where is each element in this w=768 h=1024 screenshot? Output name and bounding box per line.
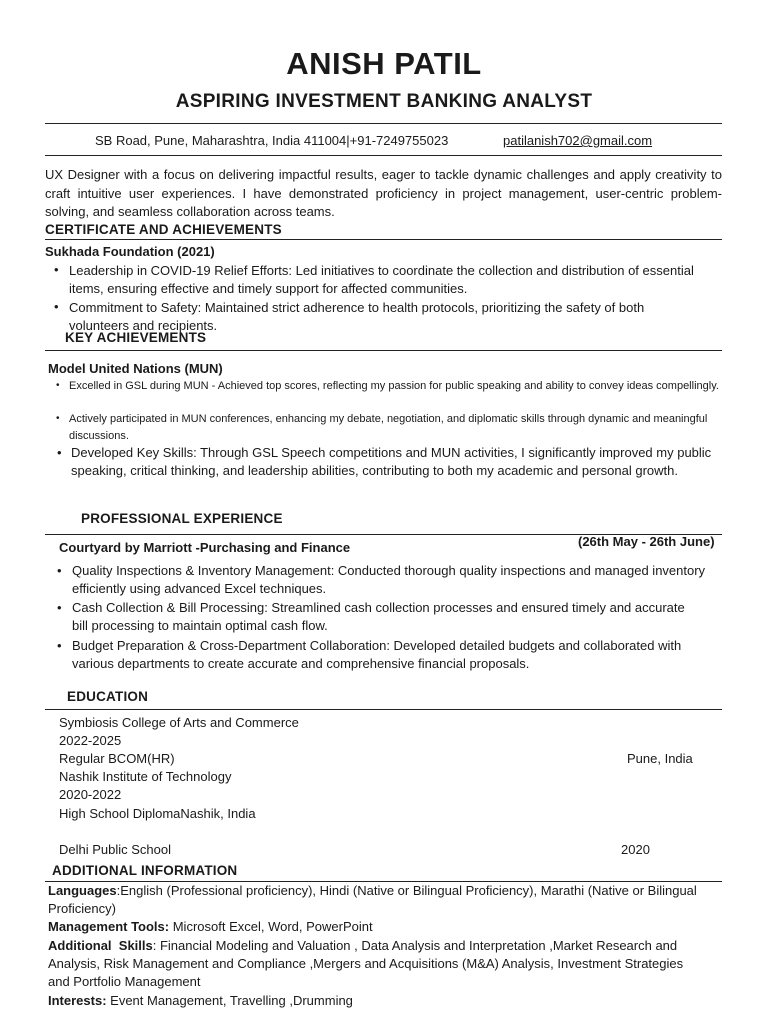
interests-value: Event Management, Travelling ,Drumming [106, 993, 353, 1008]
education-location: Pune, India [627, 751, 693, 766]
tools-line [48, 918, 708, 936]
education-line: 2022-2025 [59, 733, 122, 748]
list-item: Leadership in COVID-19 Relief Efforts: Led initiatives to coordinate the collection and distribution of essential items, ensuring effective and timely support for affected communities. [69, 263, 694, 296]
profile-summary: UX Designer with a focus on delivering impactful results, eager to tackle dynamic challenges and apply creativity to craft intuitive user experiences. I have demonstrated proficiency in project management, user-centric problem-solving, and seamless collaboration across teams. [45, 167, 722, 219]
experience-dates: (26th May - 26th June) [578, 534, 715, 549]
achievement-org: Model United Nations (MUN) [48, 361, 223, 376]
list-item: Quality Inspections & Inventory Management: Conducted thorough quality inspections and managed inventory efficiently using advanced Excel techniques. [72, 563, 706, 596]
list-item: Budget Preparation & Cross-Department Collaboration: Developed detailed budgets and collaborated with various departments to create accurate and comprehensive financial proposals. [72, 638, 682, 671]
bullet-icon: • [56, 380, 60, 391]
skills-value: : Financial Modeling and Valuation , Data Analysis and Interpretation ,Market Research and Analysis, Risk Management and Compliance ,Mergers and Acquisitions (M&A) Analysis, Investment Strategies and Portfolio Management [48, 938, 684, 989]
bullet-icon: • [54, 299, 59, 314]
candidate-name: ANISH PATIL [286, 46, 482, 81]
education-line: High School DiplomaNashik, India [59, 806, 256, 821]
education-line: Symbiosis College of Arts and Commerce [59, 715, 299, 730]
certificate-org: Sukhada Foundation (2021) [45, 244, 215, 259]
list-item: Developed Key Skills: Through GSL Speech competitions and MUN activities, I significantly improved my public speaking, critical thinking, and leadership abilities, contributing to both my academic and personal growth. [71, 445, 712, 478]
candidate-role: ASPIRING INVESTMENT BANKING ANALYST [175, 91, 593, 112]
languages-value: :English (Professional proficiency), Hindi (Native or Bilingual Proficiency), Marathi (Native or Bilingual Proficiency) [48, 883, 697, 916]
header-divider [45, 123, 722, 124]
bullet-icon: • [56, 413, 60, 424]
email-link[interactable]: patilanish702@gmail.com [503, 133, 653, 148]
interests-line [48, 992, 708, 1010]
education-line: Delhi Public School [59, 842, 172, 857]
section-title-additional: ADDITIONAL INFORMATION [52, 863, 238, 878]
tools-label: Management Tools: [48, 919, 170, 934]
tools-value: Microsoft Excel, Word, PowerPoint [169, 919, 373, 934]
bullet-icon: • [57, 563, 62, 578]
skills-line [48, 937, 708, 991]
section-divider [45, 709, 722, 710]
section-title-certificates: CERTIFICATE AND ACHIEVEMENTS [45, 222, 282, 237]
list-item: Cash Collection & Bill Processing: Streamlined cash collection processes and ensured timely and accurate bill processing to maintain optimal cash flow. [72, 600, 685, 633]
skills-label: Additional Skills [48, 938, 153, 953]
experience-company: Courtyard by Marriott -Purchasing and Finance [59, 540, 351, 555]
education-line: Regular BCOM(HR) [59, 751, 175, 766]
section-title-education: EDUCATION [67, 689, 149, 704]
interests-label: Interests: [48, 993, 107, 1008]
list-item: Actively participated in MUN conferences, enhancing my debate, negotiation, and diplomatic skills through dynamic and meaningful discussions. [69, 413, 708, 442]
education-line: 2020-2022 [59, 787, 122, 802]
section-divider [45, 239, 722, 240]
languages-label: Languages [48, 883, 117, 898]
languages-line [48, 882, 708, 918]
education-line: Nashik Institute of Technology [59, 769, 232, 784]
education-year: 2020 [621, 842, 650, 857]
bullet-icon: • [57, 600, 62, 615]
bullet-icon: • [57, 638, 62, 653]
section-divider [45, 350, 722, 351]
bullet-icon: • [57, 445, 62, 460]
contact-info: SB Road, Pune, Maharashtra, India 411004|+91-7249755023 [95, 133, 449, 148]
contact-divider [45, 155, 722, 156]
section-title-experience: PROFESSIONAL EXPERIENCE [81, 511, 283, 526]
list-item: Commitment to Safety: Maintained strict adherence to health protocols, prioritizing the safety of both volunteers and recipients. [69, 300, 645, 333]
bullet-icon: • [54, 262, 59, 277]
list-item: Excelled in GSL during MUN - Achieved top scores, reflecting my passion for public speaking and ability to convey ideas compellingly. [69, 380, 719, 392]
section-title-key-achievements: KEY ACHIEVEMENTS [65, 330, 207, 345]
